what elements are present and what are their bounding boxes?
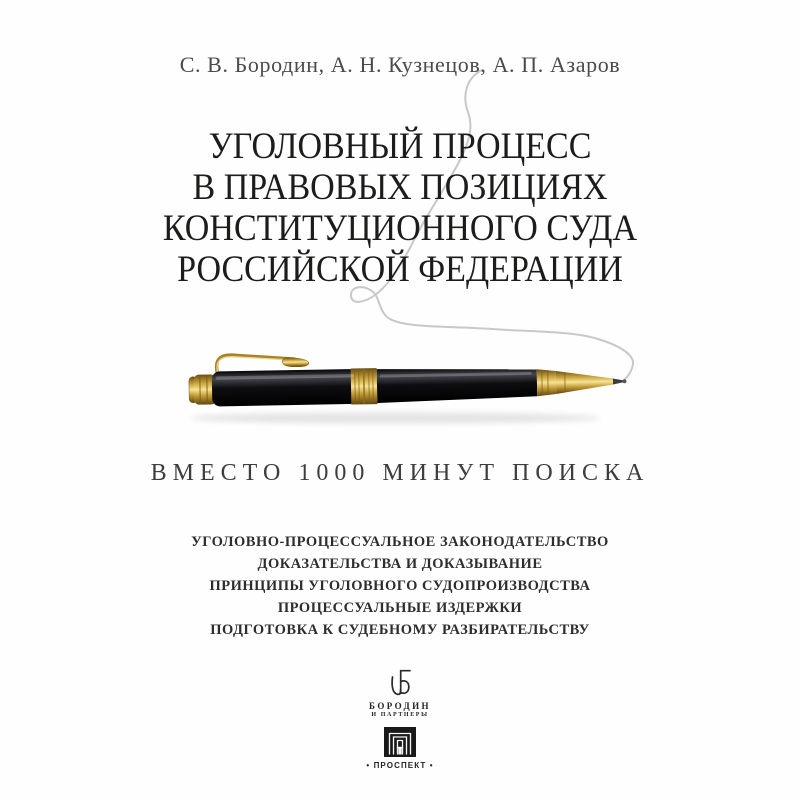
book-title (0, 126, 800, 290)
topic-item: ПРИНЦИПЫ УГОЛОВНОГО СУДОПРОИЗВОДСТВА (209, 578, 591, 594)
title-line: В ПРАВОВЫХ ПОЗИЦИЯХ (192, 167, 608, 208)
topic-item: ДОКАЗАТЕЛЬСТВА И ДОКАЗЫВАНИЕ (257, 556, 543, 572)
pen-icon (185, 346, 635, 430)
title-line: РОССИЙСКОЙ ФЕДЕРАЦИИ (177, 249, 623, 290)
topic-item: ПОДГОТОВКА К СУДЕБНОМУ РАЗБИРАТЕЛЬСТВУ (210, 622, 590, 638)
topics-list (0, 531, 800, 641)
title-line: УГОЛОВНЫЙ ПРОЦЕСС (208, 126, 592, 167)
publisher-block (0, 668, 800, 770)
borodin-name: БОРОДИН (369, 701, 431, 711)
pen-body-group (188, 348, 626, 407)
prospekt-emblem-icon (383, 726, 417, 758)
borodin-subname: И ПАРТНЕРЫ (371, 712, 429, 718)
topic-item: ПРОЦЕССУАЛЬНЫЕ ИЗДЕРЖКИ (277, 600, 523, 616)
tagline: ВМЕСТО 1000 МИНУТ ПОИСКА (150, 460, 650, 486)
prospekt-name: • ПРОСПЕКТ • (366, 761, 434, 770)
pen-shadow (190, 413, 600, 424)
topic-item: УГОЛОВНО-ПРОЦЕССУАЛЬНОЕ ЗАКОНОДАТЕЛЬСТВО (191, 534, 609, 550)
authors-line: С. В. Бородин, А. Н. Кузнецов, А. П. Азаров (179, 52, 621, 77)
borodin-monogram-icon (388, 668, 412, 698)
title-line: КОНСТИТУЦИОННОГО СУДА (162, 208, 638, 249)
